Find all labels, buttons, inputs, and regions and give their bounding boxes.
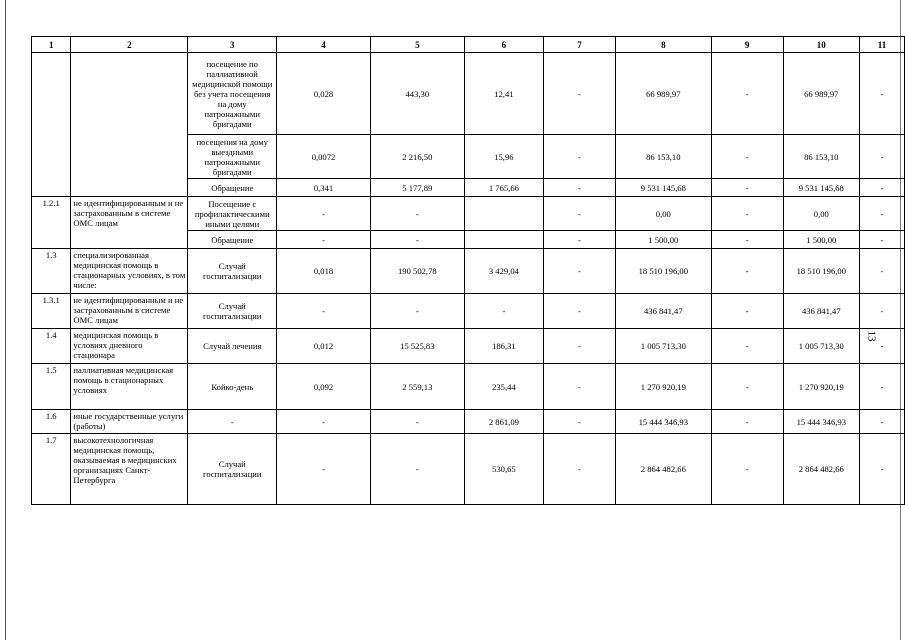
cell-col6	[464, 197, 543, 231]
cell-col10: 1 005 713,30	[783, 329, 859, 364]
cell-col4: 0,0072	[277, 135, 371, 179]
cell-col11: -	[859, 135, 904, 179]
cell-col9: -	[711, 179, 783, 197]
row-unit: Случай госпитализации	[188, 434, 277, 505]
cell-col11: -	[859, 197, 904, 231]
cell-col9: -	[711, 410, 783, 434]
cell-col4: -	[277, 197, 371, 231]
cell-col11: -	[859, 364, 904, 410]
table-row	[32, 329, 905, 364]
row-number: 1.3.1	[32, 294, 71, 329]
row-name: специализированная медицинская помощь в стационарных условиях, в том числе:	[71, 249, 188, 294]
cell-col10: 18 510 196,00	[783, 249, 859, 294]
cell-col5: 2 559,13	[370, 364, 464, 410]
cell-col6: 12,41	[464, 53, 543, 135]
cell-col5: 443,30	[370, 53, 464, 135]
cell-col5: -	[370, 197, 464, 231]
cell-col7: -	[544, 249, 616, 294]
cell-col9: -	[711, 294, 783, 329]
cell-col8: 2 864 482,66	[615, 434, 711, 505]
cell-col7: -	[544, 410, 616, 434]
cell-col8: 0,00	[615, 197, 711, 231]
cell-col6: 1 765,66	[464, 179, 543, 197]
cell-col9: -	[711, 135, 783, 179]
cell-col10: 436 841,47	[783, 294, 859, 329]
cell-col6: 530,65	[464, 434, 543, 505]
cell-col5: 5 177,89	[370, 179, 464, 197]
cell-col4: -	[277, 410, 371, 434]
cell-col8: 18 510 196,00	[615, 249, 711, 294]
cell-col4: -	[277, 231, 371, 249]
cell-col6: 186,31	[464, 329, 543, 364]
cell-col5: -	[370, 434, 464, 505]
col-header-3: 3	[188, 37, 277, 53]
cell-col9: -	[711, 249, 783, 294]
row-unit: Случай лечения	[188, 329, 277, 364]
row-unit: Случай госпитализации	[188, 294, 277, 329]
row-name: не идентифицированным и не застрахованным в системе ОМС лицам	[71, 294, 188, 329]
cell-col10: 15 444 346,93	[783, 410, 859, 434]
row-number: 1.3	[32, 249, 71, 294]
cell-col7: -	[544, 364, 616, 410]
cell-col11: -	[859, 410, 904, 434]
cell-col9: -	[711, 53, 783, 135]
row-number: 1.7	[32, 434, 71, 505]
cell-col10: 1 500,00	[783, 231, 859, 249]
table-row	[32, 53, 905, 135]
cell-col7: -	[544, 197, 616, 231]
col-header-1: 1	[32, 37, 71, 53]
cell-col11: -	[859, 249, 904, 294]
cell-col4: 0,012	[277, 329, 371, 364]
row-name	[71, 53, 188, 197]
row-unit: Койко-день	[188, 364, 277, 410]
row-unit: Обращение	[188, 179, 277, 197]
cell-col8: 1 500,00	[615, 231, 711, 249]
left-margin-rule	[5, 0, 6, 640]
cell-col5: -	[370, 410, 464, 434]
row-number: 1.4	[32, 329, 71, 364]
row-unit: посещения на дому выездными патронажными бригадами	[188, 135, 277, 179]
cell-col4: -	[277, 294, 371, 329]
col-header-2: 2	[71, 37, 188, 53]
page-number: 13	[865, 330, 878, 342]
cell-col10: 1 270 920,19	[783, 364, 859, 410]
cell-col7: -	[544, 179, 616, 197]
cell-col5: 2 216,50	[370, 135, 464, 179]
cell-col5: 190 502,78	[370, 249, 464, 294]
cell-col5: -	[370, 231, 464, 249]
cell-col8: 9 531 145,68	[615, 179, 711, 197]
cell-col8: 1 270 920,19	[615, 364, 711, 410]
cell-col9: -	[711, 329, 783, 364]
col-header-6: 6	[464, 37, 543, 53]
col-header-7: 7	[544, 37, 616, 53]
cell-col7: -	[544, 294, 616, 329]
cell-col10: 0,00	[783, 197, 859, 231]
cell-col10: 9 531 145,68	[783, 179, 859, 197]
cell-col11: -	[859, 294, 904, 329]
cell-col9: -	[711, 231, 783, 249]
row-number: 1.2.1	[32, 197, 71, 249]
cell-col10: 2 864 482,66	[783, 434, 859, 505]
row-number: 1.5	[32, 364, 71, 410]
cell-col7: -	[544, 231, 616, 249]
cell-col8: 1 005 713,30	[615, 329, 711, 364]
row-name: иные государственные услуги (работы)	[71, 410, 188, 434]
cell-col6: 235,44	[464, 364, 543, 410]
cell-col4: -	[277, 434, 371, 505]
budget-table	[31, 36, 905, 505]
row-number	[32, 53, 71, 197]
cell-col11: -	[859, 179, 904, 197]
table-row	[32, 249, 905, 294]
cell-col8: 436 841,47	[615, 294, 711, 329]
row-name: высокотехнологичная медицинская помощь, оказываемая в медицинских организациях Санкт-Петербурга	[71, 434, 188, 505]
cell-col11: -	[859, 329, 904, 364]
cell-col9: -	[711, 364, 783, 410]
cell-col6	[464, 231, 543, 249]
table-row	[32, 434, 905, 505]
row-name: медицинская помощь в условиях дневного стационара	[71, 329, 188, 364]
cell-col9: -	[711, 197, 783, 231]
cell-col8: 66 989,97	[615, 53, 711, 135]
cell-col6: 2 861,09	[464, 410, 543, 434]
col-header-10: 10	[783, 37, 859, 53]
table-row	[32, 197, 905, 231]
cell-col5: 15 525,83	[370, 329, 464, 364]
cell-col6: 15,96	[464, 135, 543, 179]
row-unit: -	[188, 410, 277, 434]
cell-col7: -	[544, 434, 616, 505]
cell-col5: -	[370, 294, 464, 329]
row-unit: Обращение	[188, 231, 277, 249]
col-header-11: 11	[859, 37, 904, 53]
cell-col6: 3 429,04	[464, 249, 543, 294]
cell-col11: -	[859, 53, 904, 135]
cell-col10: 66 989,97	[783, 53, 859, 135]
cell-col7: -	[544, 329, 616, 364]
row-name: не идентифицированным и не застрахованным в системе ОМС лицам	[71, 197, 188, 249]
table-row	[32, 410, 905, 434]
cell-col4: 0,028	[277, 53, 371, 135]
row-unit: Посещение с профилактическими иными целями	[188, 197, 277, 231]
col-header-5: 5	[370, 37, 464, 53]
row-number: 1.6	[32, 410, 71, 434]
cell-col11: -	[859, 231, 904, 249]
row-unit: посещение по паллиативной медицинской помощи без учета посещения на дому патронажными бригадами	[188, 53, 277, 135]
cell-col11: -	[859, 434, 904, 505]
col-header-9: 9	[711, 37, 783, 53]
cell-col8: 15 444 346,93	[615, 410, 711, 434]
cell-col6: -	[464, 294, 543, 329]
cell-col4: 0,018	[277, 249, 371, 294]
row-unit: Случай госпитализации	[188, 249, 277, 294]
header-row	[32, 37, 905, 53]
table-row	[32, 364, 905, 410]
cell-col7: -	[544, 135, 616, 179]
cell-col9: -	[711, 434, 783, 505]
cell-col4: 0,092	[277, 364, 371, 410]
table-row	[32, 294, 905, 329]
col-header-8: 8	[615, 37, 711, 53]
row-name: паллиативная медицинская помощь в стационарных условиях	[71, 364, 188, 410]
cell-col7: -	[544, 53, 616, 135]
cell-col8: 86 153,10	[615, 135, 711, 179]
col-header-4: 4	[277, 37, 371, 53]
cell-col10: 86 153,10	[783, 135, 859, 179]
cell-col4: 0,341	[277, 179, 371, 197]
